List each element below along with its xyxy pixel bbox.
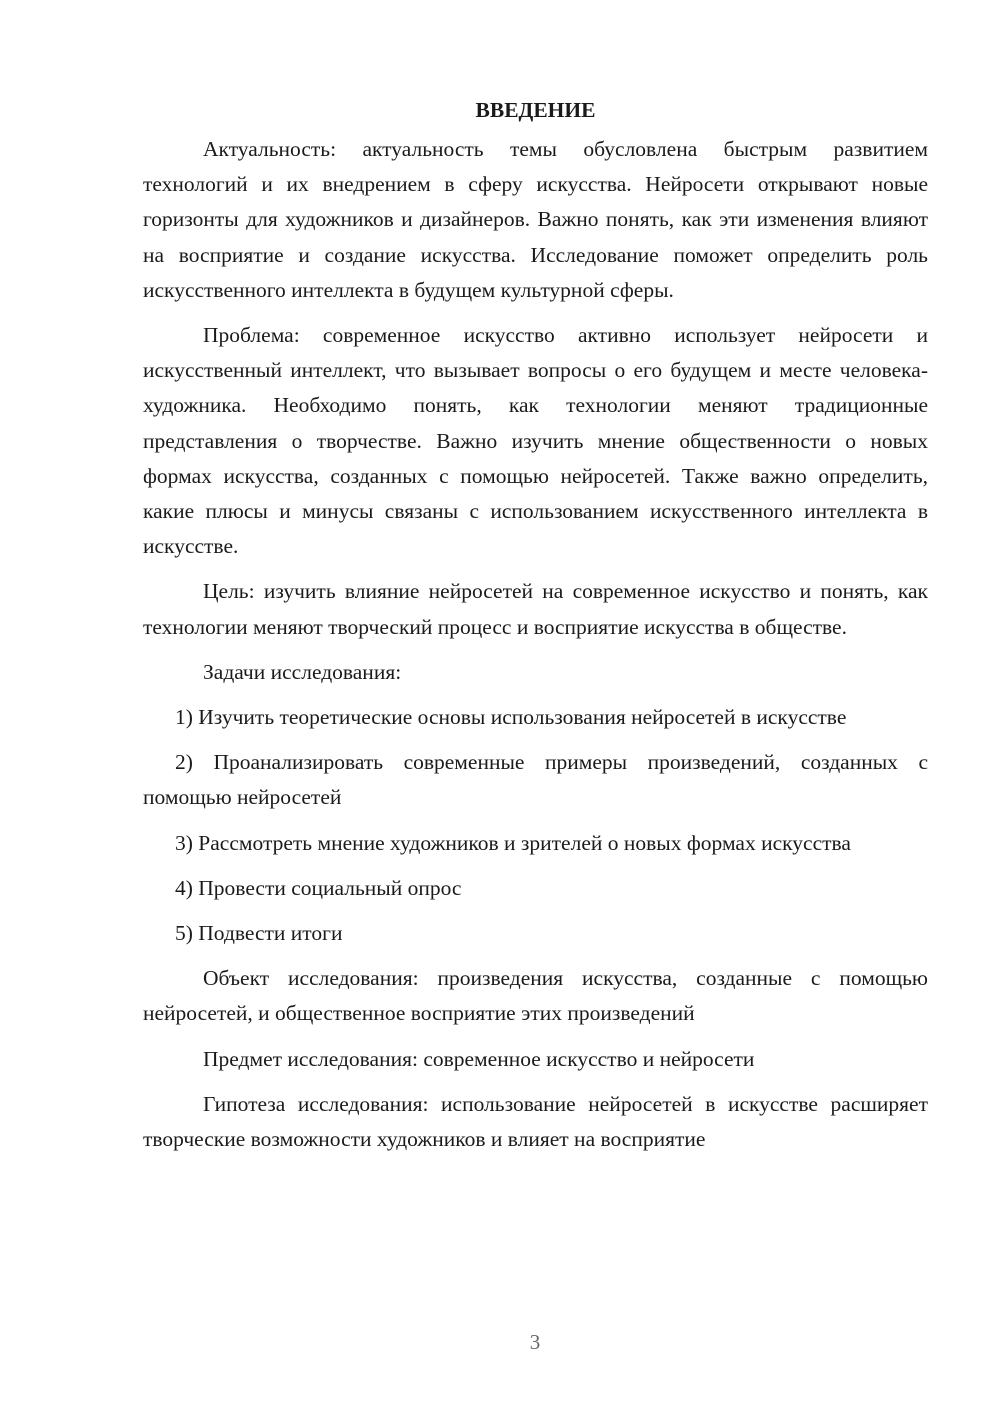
task-item-1: 1) Изучить теоретические основы использования нейросетей в искусстве xyxy=(175,705,847,730)
document-page xyxy=(143,92,928,1167)
task-item-3: 3) Рассмотреть мнение художников и зрителей о новых формах искусства xyxy=(175,830,851,855)
paragraph-problem: Проблема: современное искусство активно использует нейросети и искусственный интеллект, что вызывает вопросы о его будущем и месте человека-художника. Необходимо понять, как технологии меняют традиционные представления о творчестве. Важно изучить мнение общественности о новых формах искусства, созданных с помощью нейросетей. Также важно определить, какие плюсы и минусы связаны с использованием искусственного интеллекта в искусстве. xyxy=(143,323,928,559)
task-item-2: 2) Проанализировать современные примеры произведений, созданных с помощью нейросетей xyxy=(143,750,928,810)
paragraph-hypothesis: Гипотеза исследования: использование нейросетей в искусстве расширяет творческие возможности художников и влияет на восприятие xyxy=(143,1091,928,1152)
task-item-4: 4) Провести социальный опрос xyxy=(175,875,462,900)
paragraph-relevance: Актуальность: актуальность темы обусловлена быстрым развитием технологий и их внедрением в сферу искусства. Нейросети открывают новые горизонты для художников и дизайнеров. Важно понять, как эти изменения влияют на восприятие и создание искусства. Исследование поможет определить роль искусственного интеллекта в будущем культурной сферы. xyxy=(143,137,928,302)
paragraph-subject: Предмет исследования: современное искусство и нейросети xyxy=(203,1046,755,1071)
paragraph-object: Объект исследования: произведения искусства, созданные с помощью нейросетей, и общественное восприятие этих произведений xyxy=(143,966,928,1026)
tasks-heading: Задачи исследования: xyxy=(203,659,402,684)
task-item-5: 5) Подвести итоги xyxy=(175,921,343,946)
paragraph-goal: Цель: изучить влияние нейросетей на современное искусство и понять, как технологии меняют творческий процесс и восприятие искусства в обществе. xyxy=(143,579,928,639)
page-title: ВВЕДЕНИЕ xyxy=(475,98,596,122)
page-number: 3 xyxy=(529,1330,541,1354)
